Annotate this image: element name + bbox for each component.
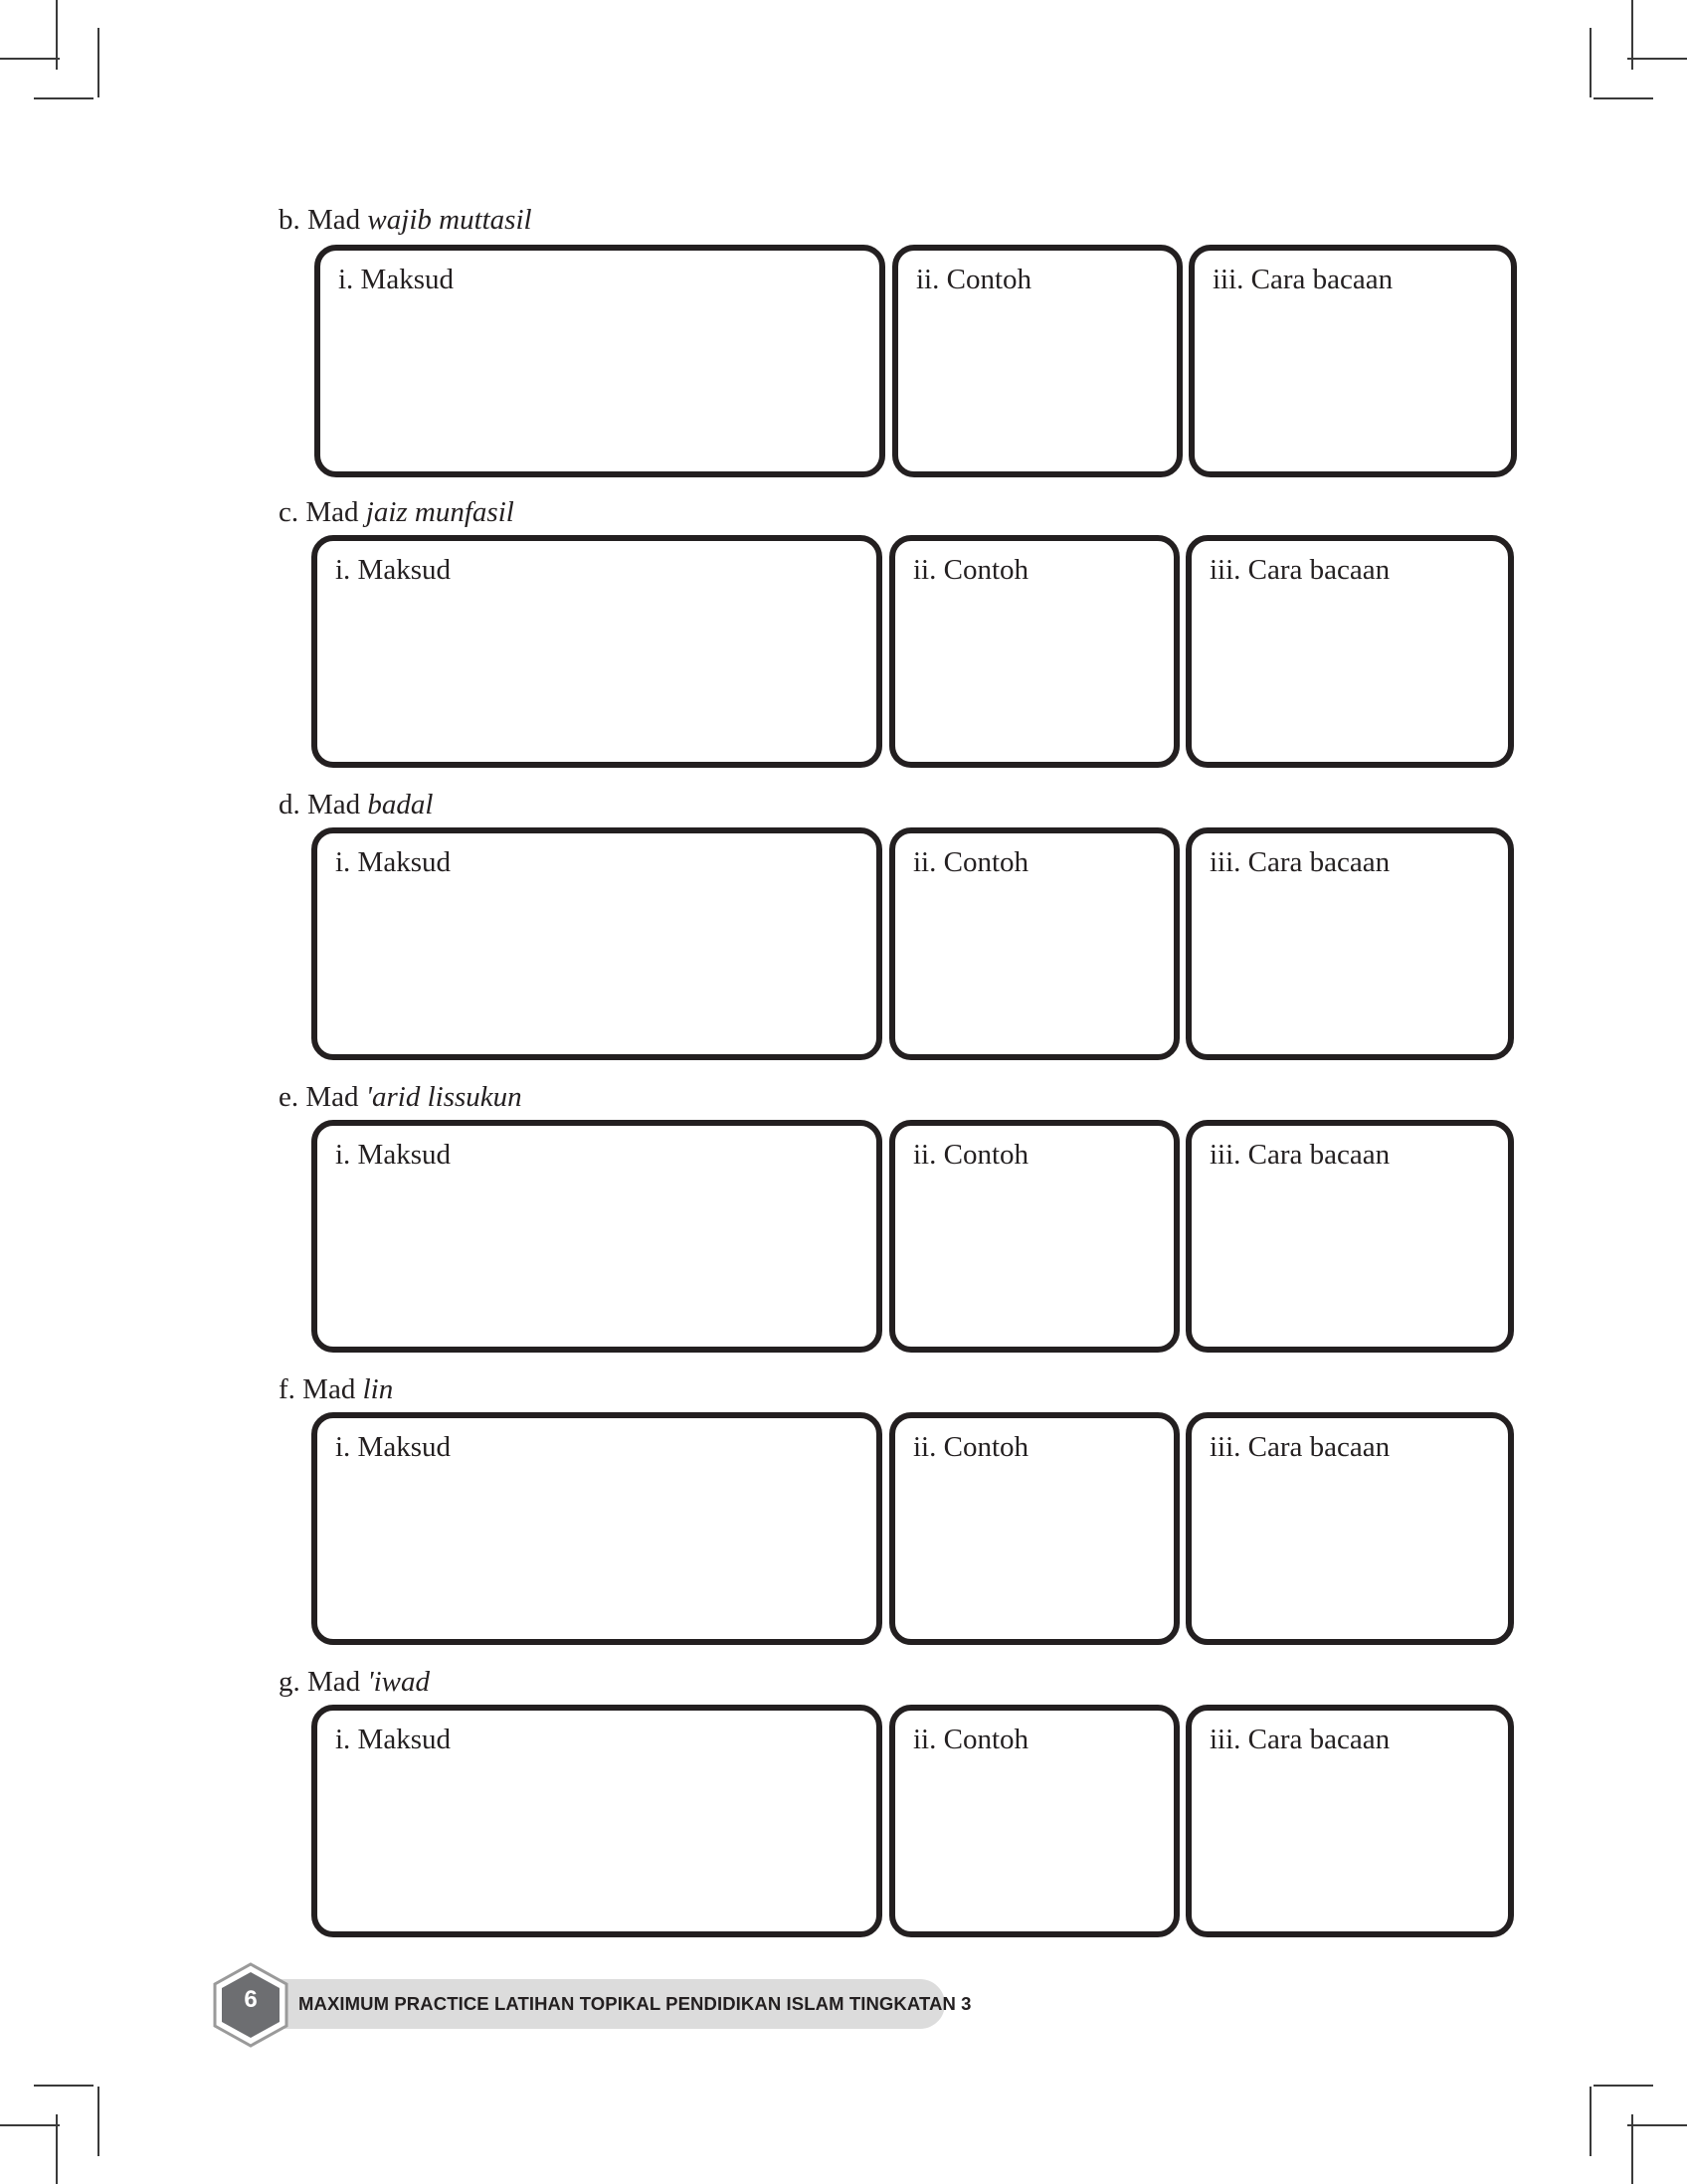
crop-mark bbox=[1590, 28, 1592, 97]
maksud-answer-box[interactable] bbox=[311, 1120, 882, 1353]
contoh-label: ii. Contoh bbox=[913, 846, 1030, 878]
contoh-answer-box[interactable] bbox=[889, 827, 1180, 1060]
contoh-answer-box[interactable] bbox=[889, 1705, 1180, 1937]
crop-mark bbox=[1590, 2087, 1592, 2156]
cara-bacaan-label: iii. Cara bacaan bbox=[1210, 846, 1391, 878]
cara-bacaan-answer-box[interactable] bbox=[1186, 535, 1514, 768]
crop-mark bbox=[0, 58, 60, 60]
cara-bacaan-answer-box[interactable] bbox=[1186, 827, 1514, 1060]
maksud-label: i. Maksud bbox=[335, 846, 451, 878]
maksud-label: i. Maksud bbox=[335, 1139, 451, 1171]
maksud-answer-box[interactable] bbox=[311, 535, 882, 768]
crop-mark bbox=[0, 2124, 60, 2126]
crop-mark bbox=[1627, 2124, 1687, 2126]
crop-mark bbox=[97, 28, 99, 97]
cara-bacaan-label: iii. Cara bacaan bbox=[1210, 1139, 1391, 1171]
maksud-label: i. Maksud bbox=[335, 1724, 451, 1755]
maksud-answer-box[interactable] bbox=[314, 245, 885, 477]
section-label: g. Mad 'iwad bbox=[279, 1666, 431, 1698]
cara-bacaan-answer-box[interactable] bbox=[1186, 1705, 1514, 1937]
cara-bacaan-label: iii. Cara bacaan bbox=[1210, 1431, 1391, 1463]
footer-title: MAXIMUM PRACTICE LATIHAN TOPIKAL PENDIDIKAN ISLAM TINGKATAN 3 bbox=[298, 1993, 972, 2014]
maksud-label: i. Maksud bbox=[335, 1431, 451, 1463]
maksud-answer-box[interactable] bbox=[311, 1412, 882, 1645]
crop-mark bbox=[34, 2085, 94, 2087]
contoh-answer-box[interactable] bbox=[889, 1412, 1180, 1645]
contoh-label: ii. Contoh bbox=[913, 1431, 1030, 1463]
cara-bacaan-answer-box[interactable] bbox=[1189, 245, 1517, 477]
crop-mark bbox=[1593, 97, 1653, 99]
contoh-label: ii. Contoh bbox=[913, 554, 1030, 586]
cara-bacaan-answer-box[interactable] bbox=[1186, 1120, 1514, 1353]
cara-bacaan-answer-box[interactable] bbox=[1186, 1412, 1514, 1645]
contoh-label: ii. Contoh bbox=[916, 264, 1032, 295]
maksud-answer-box[interactable] bbox=[311, 1705, 882, 1937]
crop-mark bbox=[97, 2087, 99, 2156]
contoh-answer-box[interactable] bbox=[889, 1120, 1180, 1353]
contoh-label: ii. Contoh bbox=[913, 1724, 1030, 1755]
cara-bacaan-label: iii. Cara bacaan bbox=[1210, 554, 1391, 586]
section-label: b. Mad wajib muttasil bbox=[279, 204, 532, 236]
section-label: f. Mad lin bbox=[279, 1373, 394, 1405]
crop-mark bbox=[34, 97, 94, 99]
contoh-answer-box[interactable] bbox=[889, 535, 1180, 768]
crop-mark bbox=[1593, 2085, 1653, 2087]
maksud-label: i. Maksud bbox=[335, 554, 451, 586]
contoh-label: ii. Contoh bbox=[913, 1139, 1030, 1171]
cara-bacaan-label: iii. Cara bacaan bbox=[1213, 264, 1394, 295]
page-number: 6 bbox=[244, 1986, 258, 2013]
section-label: e. Mad 'arid lissukun bbox=[279, 1081, 522, 1113]
contoh-answer-box[interactable] bbox=[892, 245, 1183, 477]
section-label: c. Mad jaiz munfasil bbox=[279, 496, 514, 528]
section-label: d. Mad badal bbox=[279, 789, 434, 820]
maksud-answer-box[interactable] bbox=[311, 827, 882, 1060]
cara-bacaan-label: iii. Cara bacaan bbox=[1210, 1724, 1391, 1755]
crop-mark bbox=[1627, 58, 1687, 60]
maksud-label: i. Maksud bbox=[338, 264, 454, 295]
